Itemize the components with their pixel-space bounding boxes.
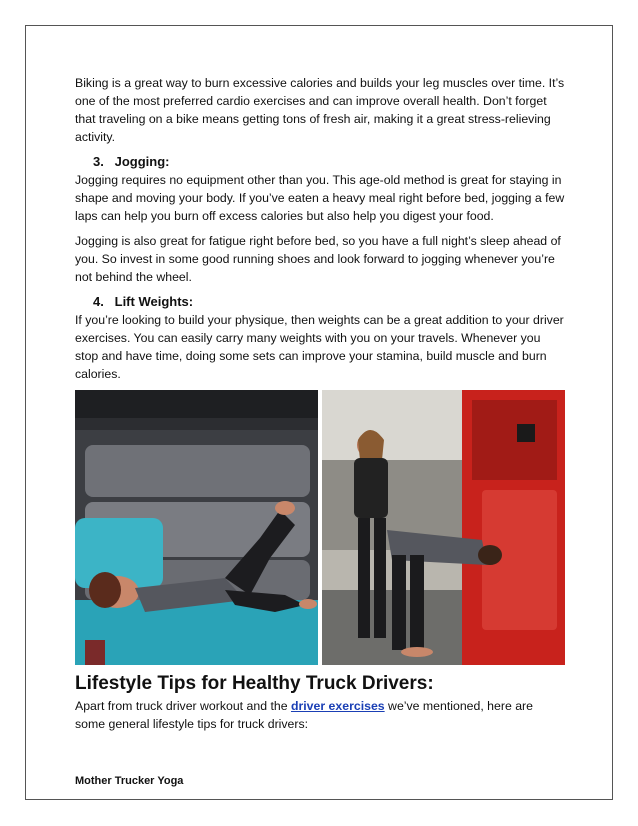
paragraph-lifestyle-intro — [75, 697, 565, 733]
footer-brand: Mother Trucker Yoga — [75, 775, 184, 787]
list-heading-lift-weights — [93, 293, 565, 311]
photo-row — [75, 390, 565, 665]
page-content — [75, 74, 565, 740]
paragraph-jogging-1: Jogging requires no equipment other than you. This age-old method is great for staying in shape and moving your body. If you’ve eaten a heavy meal right before bed, jogging a few laps can help you burn off excess calories but also help you digest your food. — [75, 173, 565, 223]
paragraph-biking: Biking is a great way to burn excessive calories and builds your leg muscles over time. It’s one of the most preferred cardio exercises and can improve overall health. Don’t forget that traveling on a bike means getting tons of fresh air, making it a great stress-relieving activity. — [75, 76, 565, 144]
intro-text-before: Apart from truck driver workout and the — [75, 699, 291, 713]
driver-exercises-link[interactable]: driver exercises — [290, 699, 385, 713]
section-title: Lifestyle Tips for Healthy Truck Drivers: — [75, 673, 434, 694]
intro-text-after: we’ve mentioned, here are some general lifestyle tips for truck drivers: — [75, 699, 533, 731]
list-number: 3. — [93, 154, 104, 169]
list-number: 4. — [93, 294, 104, 309]
paragraph-jogging-2: Jogging is also great for fatigue right before bed, so you have a full night’s sleep ahead of you. So invest in some good running shoes and look forward to jogging whenever you’re not behind the wheel. — [75, 234, 561, 284]
paragraph-weights: If you’re looking to build your physique, then weights can be a great addition to your driver exercises. You can easily carry many weights with you on your travels. Whenever you stop and have time, doing some sets can improve your stamina, build muscle and burn calories. — [75, 313, 564, 381]
list-label: Jogging: — [114, 154, 170, 169]
list-label: Lift Weights: — [114, 294, 194, 309]
list-heading-jogging — [93, 153, 565, 171]
photo-sleeper-stretch — [75, 390, 318, 665]
photo-truck-stretch — [322, 390, 565, 665]
